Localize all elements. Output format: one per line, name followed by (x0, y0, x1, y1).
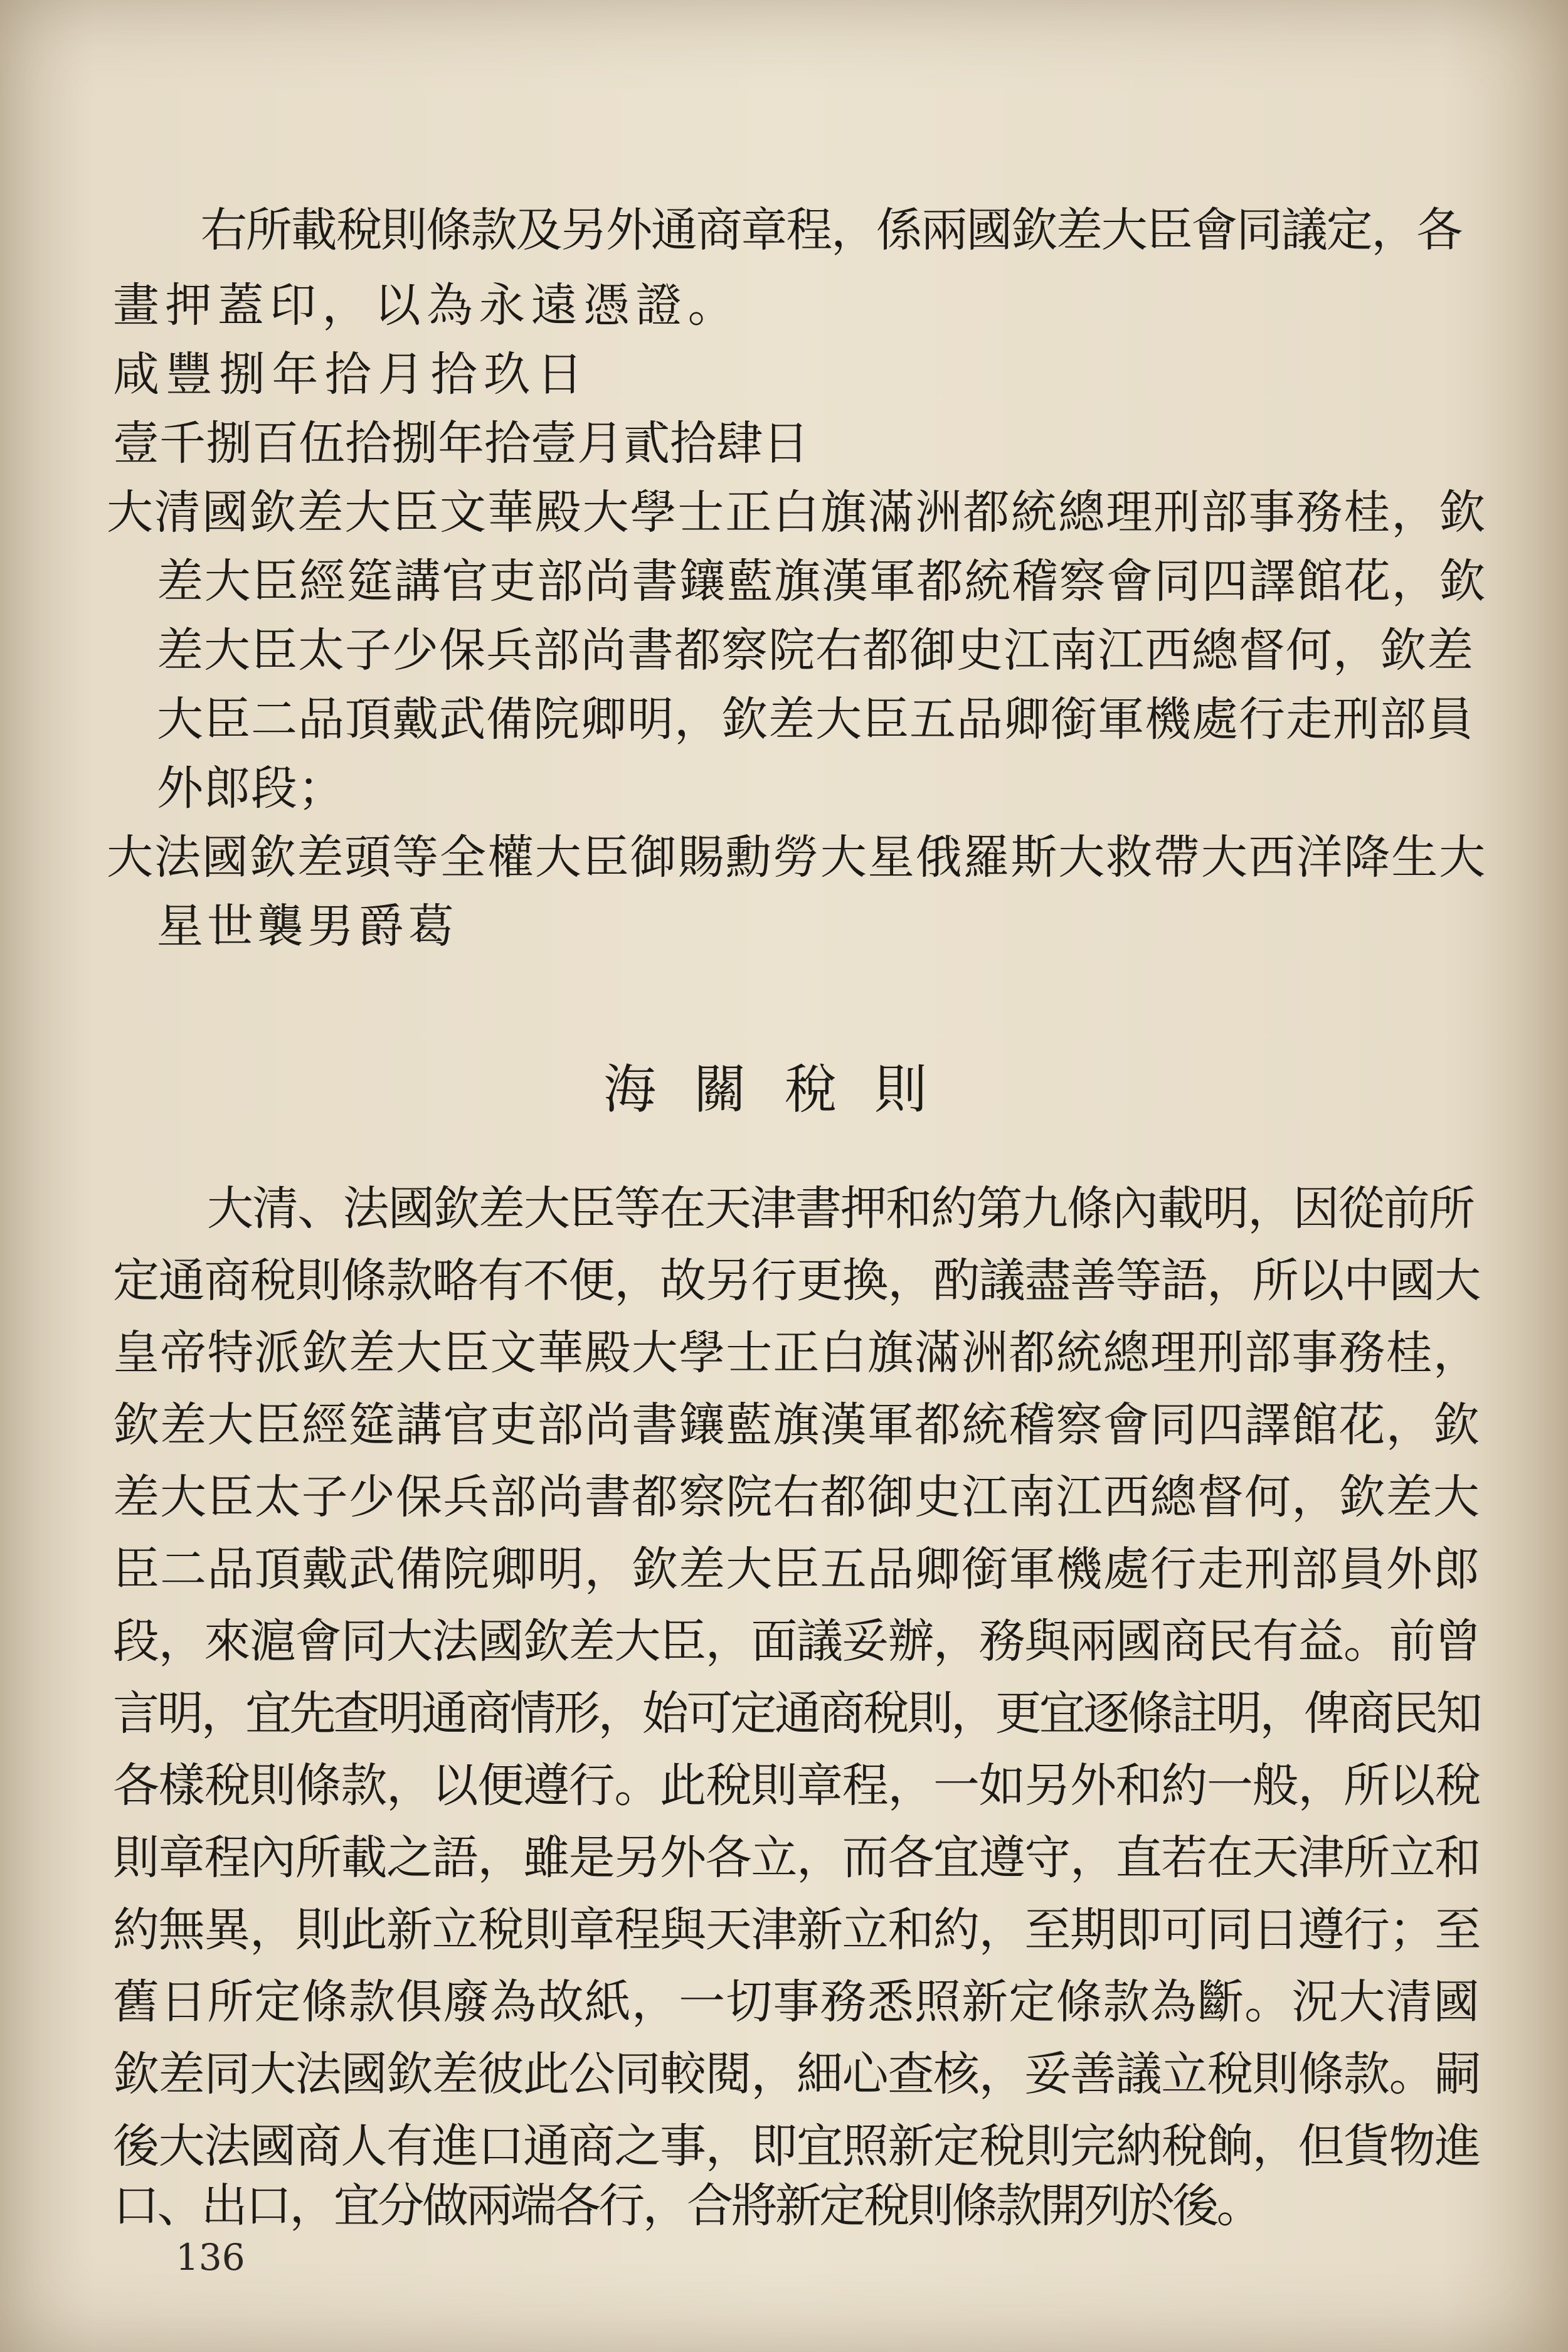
body-line: 欽差大臣經筵講官吏部尚書鑲藍旗漢軍都統稽察會同四譯館花，欽 (113, 1398, 1480, 1452)
body-line: 約無異，則此新立稅則章程與天津新立和約，至期即可同日遵行；至 (113, 1903, 1480, 1957)
body-line: 欽差同大法國欽差彼此公同較閱，細心查核，妥善議立稅則條款。嗣 (113, 2047, 1480, 2101)
signature-line: 外郎段； (157, 761, 345, 815)
signature-line: 差大臣經筵講官吏部尚書鑲藍旗漢軍都統稽察會同四譯館花，欽 (157, 554, 1486, 608)
body-line: 口、出口，宜分做兩端各行，合將新定稅則條款開列於後。 (113, 2179, 1261, 2233)
signature-line: 星世襲男爵葛 (157, 899, 458, 953)
body-line: 後大法國商人有進口通商之事，即宜照新定稅則完納稅餉，但貨物進 (113, 2119, 1480, 2173)
body-line: 段，來滬會同大法國欽差大臣，面議妥辦，務與兩國商民有益。前曾 (113, 1614, 1480, 1668)
date-line-western: 壹千捌百伍拾捌年拾壹月貳拾肆日 (113, 416, 809, 470)
signature-line: 大清國欽差大臣文華殿大學士正白旗滿洲都統總理刑部事務桂，欽 (107, 485, 1486, 539)
page-number: 136 (176, 2236, 245, 2279)
body-line: 言明，宜先查明通商情形，始可定通商稅則，更宜逐條註明，俾商民知 (113, 1687, 1480, 1740)
body-line: 舊日所定條款俱廢為故紙，一切事務悉照新定條款為斷。況大清國 (113, 1975, 1480, 2029)
signature-line: 大臣二品頂戴武備院卿明，欽差大臣五品卿銜軍機處行走刑部員 (157, 692, 1474, 746)
body-line: 差大臣太子少保兵部尚書都察院右都御史江南江西總督何，欽差大 (113, 1470, 1480, 1524)
date-line-chinese: 咸豐捌年拾月拾玖日 (113, 347, 590, 401)
body-line: 皇帝特派欽差大臣文華殿大學士正白旗滿洲都統總理刑部事務桂， (113, 1326, 1480, 1380)
body-line: 臣二品頂戴武備院卿明，欽差大臣五品卿銜軍機處行走刑部員外郎 (113, 1542, 1480, 1596)
signature-line: 差大臣太子少保兵部尚書都察院右都御史江南江西總督何，欽差 (157, 623, 1474, 677)
body-line: 各樣稅則條款，以便遵行。此稅則章程，一如另外和約一般，所以稅 (113, 1759, 1480, 1813)
body-line: 則章程內所載之語，雖是另外各立，而各宜遵守，直若在天津所立和 (113, 1831, 1480, 1885)
signature-line: 大法國欽差頭等全權大臣御賜勳勞大星俄羅斯大救帶大西洋降生大 (107, 830, 1486, 884)
body-line: 大清、法國欽差大臣等在天津書押和約第九條內載明，因從前所 (207, 1182, 1474, 1236)
section-title: 海關稅則 (603, 1059, 965, 1120)
signature-line: 畫押蓋印，以為永遠憑證。 (113, 278, 740, 332)
signature-line: 右所載稅則條款及另外通商章程，係兩國欽差大臣會同議定，各 (201, 203, 1461, 257)
body-line: 定通商稅則條款略有不便，故另行更換，酌議盡善等語，所以中國大 (113, 1254, 1480, 1308)
